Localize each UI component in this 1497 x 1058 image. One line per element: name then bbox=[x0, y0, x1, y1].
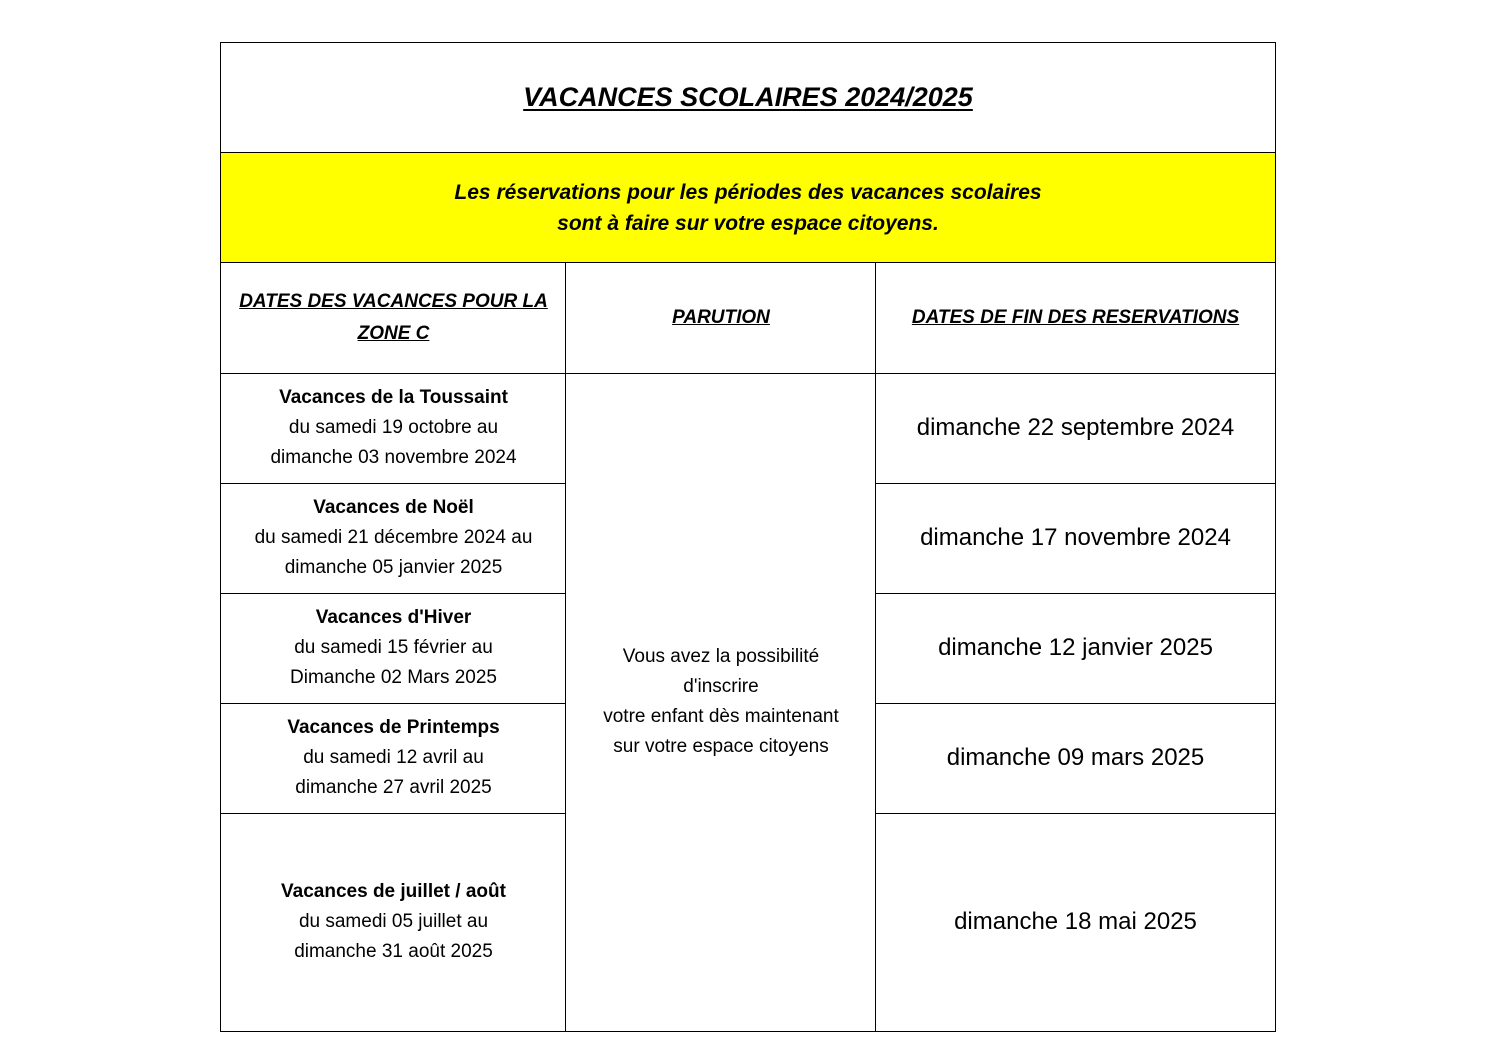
period-name: Vacances de Printemps bbox=[287, 717, 500, 738]
deadline-date: dimanche 18 mai 2025 bbox=[954, 908, 1197, 935]
title-row bbox=[221, 43, 1275, 153]
period-range-line-1: du samedi 05 juillet au bbox=[298, 911, 489, 932]
deadline-date: dimanche 12 janvier 2025 bbox=[938, 634, 1213, 661]
header-parution bbox=[566, 263, 876, 373]
period-name: Vacances de juillet / août bbox=[281, 881, 506, 902]
header-deadline-label: DATES DE FIN DES RESERVATIONS bbox=[911, 307, 1240, 328]
parution-line-1: Vous avez la possibilité bbox=[622, 646, 820, 667]
period-name: Vacances de la Toussaint bbox=[279, 387, 508, 408]
deadline-date: dimanche 22 septembre 2024 bbox=[916, 414, 1235, 441]
period-range-line-1: du samedi 15 février au bbox=[294, 637, 493, 658]
period-range-line-1: du samedi 19 octobre au bbox=[288, 417, 499, 438]
period-name: Vacances d'Hiver bbox=[315, 607, 472, 628]
period-cell-hiver bbox=[221, 593, 566, 703]
header-parution-label: PARUTION bbox=[672, 307, 770, 328]
parution-line-3: votre enfant dès maintenant bbox=[603, 706, 839, 727]
parution-line-2: d'inscrire bbox=[683, 676, 759, 697]
period-range-line-2: dimanche 05 janvier 2025 bbox=[284, 557, 503, 578]
header-dates bbox=[221, 263, 566, 373]
notice-line-2: sont à faire sur votre espace citoyens. bbox=[557, 211, 939, 235]
notice-line-1: Les réservations pour les périodes des vacances scolaires bbox=[454, 180, 1042, 204]
parution-line-4: sur votre espace citoyens bbox=[613, 736, 829, 757]
deadline-date: dimanche 17 novembre 2024 bbox=[920, 524, 1231, 551]
period-range-line-2: dimanche 31 août 2025 bbox=[294, 941, 493, 962]
page-title: VACANCES SCOLAIRES 2024/2025 bbox=[523, 82, 973, 112]
period-cell-noel bbox=[221, 483, 566, 593]
period-range-line-1: du samedi 21 décembre 2024 au bbox=[254, 527, 533, 548]
period-range-line-2: Dimanche 02 Mars 2025 bbox=[290, 667, 497, 688]
period-name: Vacances de Noël bbox=[313, 497, 474, 518]
header-dates-line-1: DATES DES VACANCES POUR LA bbox=[239, 291, 548, 312]
deadline-cell-printemps bbox=[876, 703, 1275, 813]
period-cell-toussaint bbox=[221, 373, 566, 483]
deadline-cell-noel bbox=[876, 483, 1275, 593]
deadline-cell-hiver bbox=[876, 593, 1275, 703]
header-deadline bbox=[876, 263, 1275, 373]
deadline-cell-toussaint bbox=[876, 373, 1275, 483]
period-range-line-1: du samedi 12 avril au bbox=[303, 747, 484, 768]
header-dates-line-2: ZONE C bbox=[357, 323, 430, 344]
period-range-line-2: dimanche 27 avril 2025 bbox=[295, 777, 492, 798]
period-cell-ete bbox=[221, 813, 566, 1031]
period-cell-printemps bbox=[221, 703, 566, 813]
deadline-date: dimanche 09 mars 2025 bbox=[946, 744, 1205, 771]
holiday-schedule-table bbox=[220, 42, 1276, 1032]
parution-cell bbox=[566, 373, 876, 1031]
period-range-line-2: dimanche 03 novembre 2024 bbox=[270, 447, 517, 468]
deadline-cell-ete bbox=[876, 813, 1275, 1031]
reservation-notice bbox=[221, 153, 1275, 263]
